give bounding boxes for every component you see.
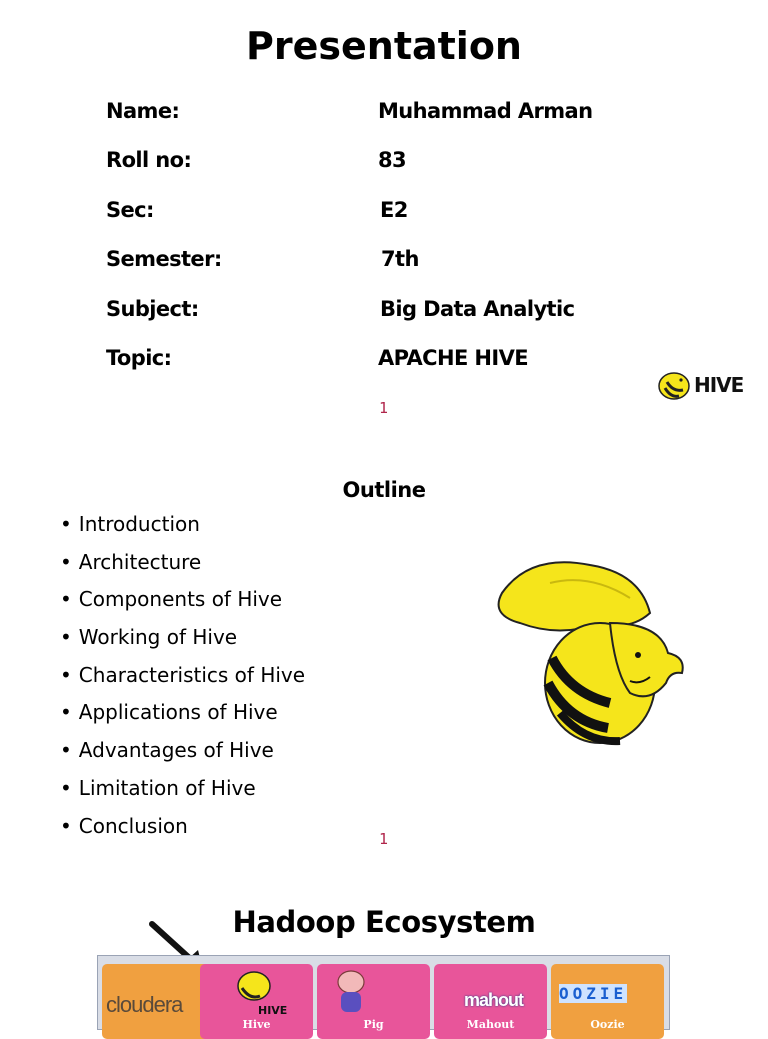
list-item: • Components of Hive <box>60 586 305 624</box>
info-value: E2 <box>380 198 408 222</box>
list-item: • Limitation of Hive <box>60 775 305 813</box>
info-value: Muhammad Arman <box>378 99 593 123</box>
list-item: • Applications of Hive <box>60 699 305 737</box>
tile-cloudera <box>102 964 215 1039</box>
hive-bee-icon <box>234 966 274 1006</box>
list-item: • Introduction <box>60 511 305 549</box>
outline-list <box>60 511 305 850</box>
tile-caption: Oozie <box>590 1018 625 1031</box>
info-label: Semester: <box>106 247 222 271</box>
info-value: 83 <box>378 148 407 172</box>
info-label: Subject: <box>106 297 199 321</box>
tile-caption: Mahout <box>466 1018 515 1031</box>
pig-icon <box>331 968 371 1014</box>
oozie-logo: OOZIE <box>559 984 628 1003</box>
info-value: APACHE HIVE <box>378 346 528 370</box>
page-number: 1 <box>379 399 389 417</box>
hive-logo-text: HIVE <box>694 373 744 397</box>
list-item: • Advantages of Hive <box>60 737 305 775</box>
info-label: Name: <box>106 99 180 123</box>
tile-oozie <box>551 964 664 1039</box>
ecosystem-heading: Hadoop Ecosystem <box>232 905 536 939</box>
cloudera-logo: cloudera <box>106 992 183 1017</box>
mahout-logo: mahout <box>464 990 523 1010</box>
page-number: 1 <box>379 830 389 848</box>
info-row-topic <box>106 346 666 386</box>
tile-pig <box>317 964 430 1039</box>
info-row-name <box>106 99 666 139</box>
info-label: Sec: <box>106 198 154 222</box>
tile-caption: Hive <box>242 1018 271 1031</box>
info-label: Roll no: <box>106 148 192 172</box>
info-row-semester <box>106 247 666 287</box>
list-item: • Working of Hive <box>60 624 305 662</box>
ecosystem-strip <box>97 955 670 1030</box>
page-title: Presentation <box>246 24 522 68</box>
tile-mahout <box>434 964 547 1039</box>
tile-caption: Pig <box>363 1018 384 1031</box>
tile-hive <box>200 964 313 1039</box>
list-item: • Characteristics of Hive <box>60 662 305 700</box>
info-label: Topic: <box>106 346 172 370</box>
hive-logo-small <box>657 368 744 404</box>
info-row-roll <box>106 148 666 188</box>
info-value: Big Data Analytic <box>380 297 575 321</box>
outline-heading: Outline <box>342 478 426 502</box>
hive-mascot-icon <box>490 553 690 753</box>
info-row-sec <box>106 198 666 238</box>
info-row-subject <box>106 297 666 337</box>
list-item: • Conclusion <box>60 813 305 851</box>
info-value: 7th <box>381 247 419 271</box>
hive-bee-icon <box>657 368 693 404</box>
list-item: • Architecture <box>60 549 305 587</box>
hive-tile-logo: HIVE <box>258 1004 288 1017</box>
